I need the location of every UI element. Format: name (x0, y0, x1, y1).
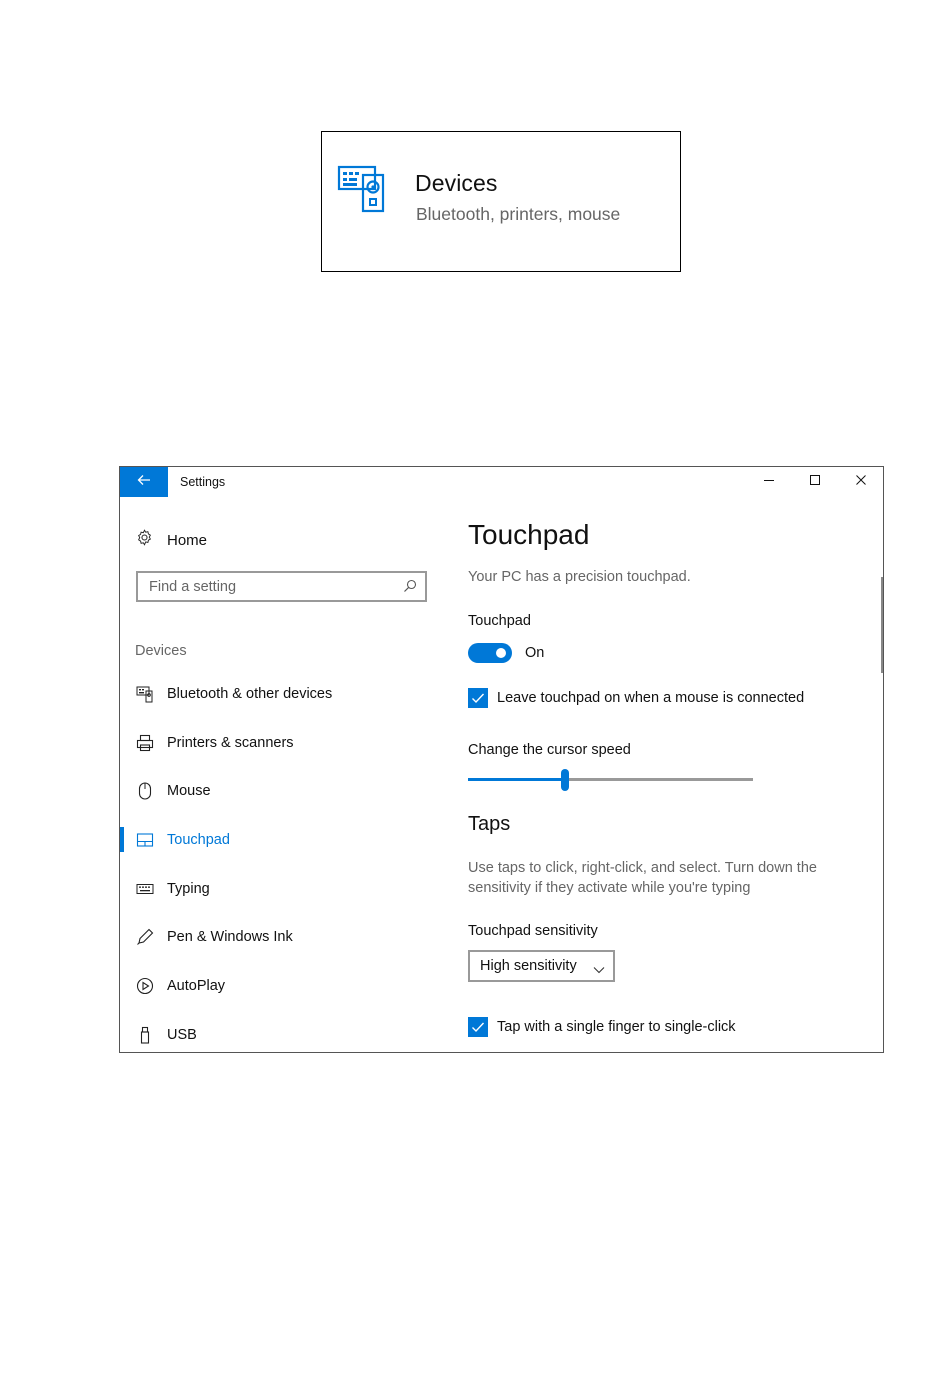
bluetooth-devices-icon (136, 685, 154, 703)
sidebar-item-printers[interactable] (120, 725, 440, 761)
close-icon (855, 473, 867, 491)
leave-touchpad-on-checkbox[interactable] (468, 688, 804, 708)
nav-category: Devices (135, 643, 187, 659)
scrollbar[interactable] (881, 577, 883, 673)
close-button[interactable] (838, 467, 884, 497)
dropdown-value: High sensitivity (480, 958, 577, 974)
checkbox-label: Leave touchpad on when a mouse is connected (497, 690, 805, 706)
sidebar-item-touchpad[interactable] (120, 822, 440, 858)
checkmark-icon (468, 1017, 488, 1037)
maximize-button[interactable] (792, 467, 838, 497)
touchpad-toggle[interactable] (468, 643, 512, 663)
sidebar-item-label: Pen & Windows Ink (167, 929, 293, 945)
sensitivity-label: Touchpad sensitivity (468, 923, 598, 939)
keyboard-icon (136, 880, 154, 898)
nav-home-label: Home (167, 531, 208, 549)
devices-icon (337, 165, 387, 215)
search-icon[interactable] (403, 579, 417, 598)
cursor-speed-label: Change the cursor speed (468, 742, 631, 758)
sidebar-item-autoplay[interactable] (120, 968, 440, 1004)
page-description: Your PC has a precision touchpad. (468, 569, 691, 585)
taps-heading: Taps (468, 813, 511, 835)
sidebar-item-label: Typing (167, 881, 210, 897)
devices-tile[interactable] (321, 131, 681, 272)
page-title: Touchpad (468, 519, 590, 550)
cursor-speed-slider[interactable] (468, 769, 753, 791)
maximize-icon (809, 473, 821, 491)
toggle-state-text: On (525, 645, 545, 661)
usb-icon (136, 1026, 154, 1044)
single-tap-checkbox[interactable] (468, 1017, 736, 1037)
slider-fill (468, 778, 565, 781)
sidebar-item-label: Touchpad (167, 832, 230, 848)
minimize-icon (763, 473, 775, 491)
window-title: Settings (180, 475, 226, 489)
gear-icon (136, 529, 153, 551)
title-bar (120, 467, 883, 497)
sidebar-item-bluetooth[interactable] (120, 676, 440, 712)
touchpad-toggle-label: Touchpad (468, 613, 531, 629)
sidebar-item-label: USB (167, 1027, 197, 1043)
sidebar-item-label: Bluetooth & other devices (167, 686, 333, 702)
toggle-knob (496, 648, 506, 658)
sidebar-item-label: Mouse (167, 783, 211, 799)
tile-subtitle: Bluetooth, printers, mouse (416, 204, 621, 224)
search-box[interactable] (136, 571, 427, 602)
sidebar-item-label: AutoPlay (167, 978, 226, 994)
nav-home[interactable] (136, 529, 207, 551)
chevron-down-icon (593, 961, 605, 979)
sidebar-item-usb[interactable] (120, 1017, 440, 1053)
settings-window (119, 466, 884, 1053)
sidebar-item-pen[interactable] (120, 919, 440, 955)
sidebar-item-typing[interactable] (120, 871, 440, 907)
mouse-icon (136, 782, 154, 800)
touchpad-icon (136, 831, 154, 849)
sidebar-item-mouse[interactable] (120, 773, 440, 809)
minimize-button[interactable] (746, 467, 792, 497)
sensitivity-dropdown[interactable] (468, 950, 615, 982)
checkbox-label: Tap with a single finger to single-click (497, 1019, 736, 1035)
sidebar-item-label: Printers & scanners (167, 735, 294, 751)
tile-title: Devices (415, 170, 498, 196)
pen-icon (136, 928, 154, 946)
slider-thumb[interactable] (561, 769, 569, 791)
printer-icon (136, 734, 154, 752)
checkmark-icon (468, 688, 488, 708)
back-button[interactable] (120, 467, 168, 497)
autoplay-icon (136, 977, 154, 995)
search-input[interactable] (138, 573, 399, 600)
back-arrow-icon (137, 473, 151, 491)
taps-description: Use taps to click, right-click, and select. Turn down the sensitivity if they activate while you're typing (468, 860, 817, 896)
